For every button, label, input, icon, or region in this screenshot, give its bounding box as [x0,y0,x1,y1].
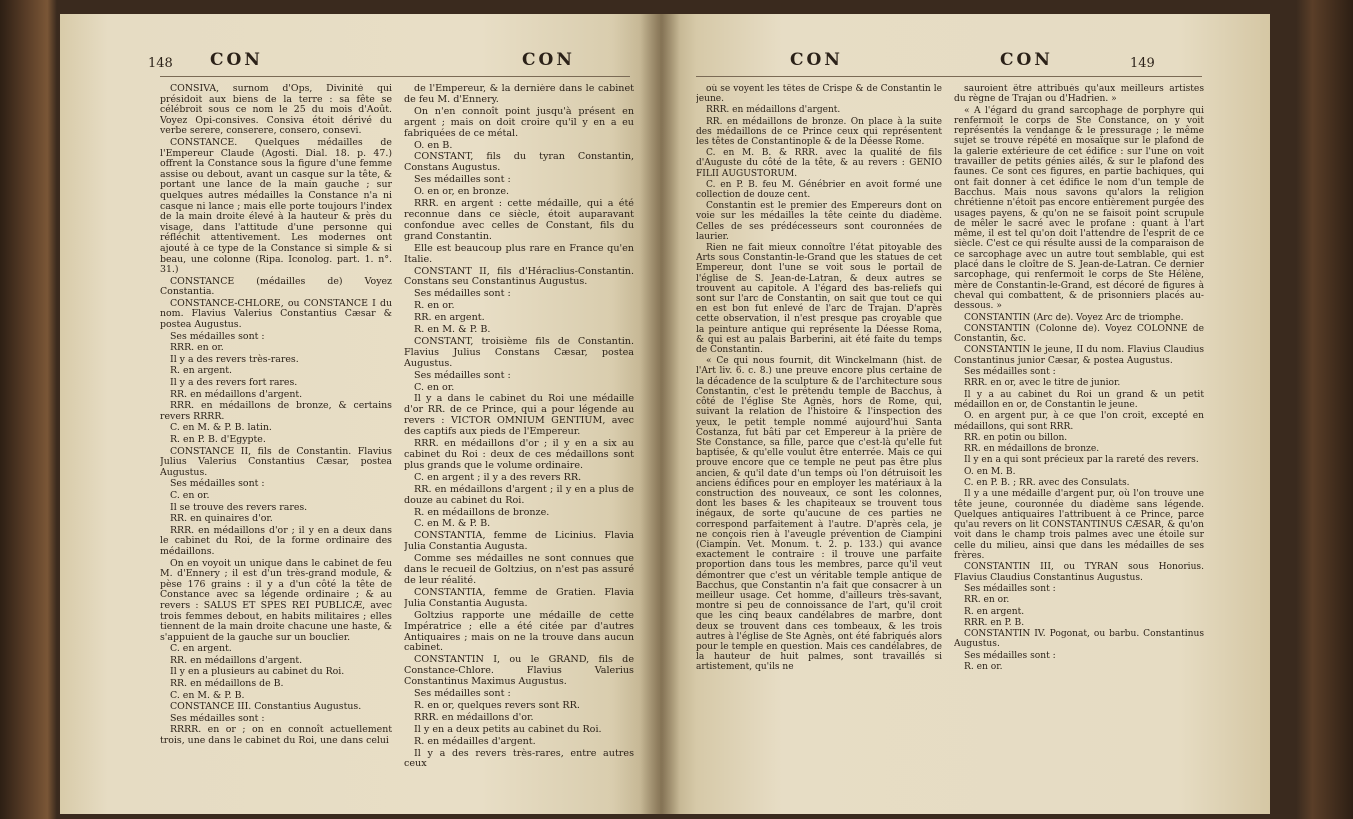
paragraph: R. en médaillons de bronze. [414,506,550,518]
paragraph: R. en or. [414,300,455,312]
paragraph: « A l'égard du grand sarcophage de porphyre qui renfermoit le corps de Ste Constance, on y voit représentés la vendange & le pressurage ; le même sujet se trouve répété en mosaïque sur le plafond de la galerie extérieure de cet édifice : sur l'une on voit travailler de petits génies ailés, & sur le plafond des faunes. Ce sont ces figures, en partie bachiques, qui ont fait donner à cet édifice le nom d'un temple de Bacchus. Mais nous savons qu'alors la religion chrétienne n'étoit pas encore entièrement purgée des usages payens, & qu'on ne se faisoit point scrupule de mêler le sacré avec le profane : quant à l'art même, il est tel qu'on doit l'attendre de l'esprit de ce siècle. C'est ce qui résulte aussi de la comparaison de ce sarcophage avec un autre tout semblable, qui est placé dans le cloître de S. Jean-de-Latran. Ce dernier sarcophage, qui renfermoit le corps de Ste Hélène, mère de Constantin-le-Grand, est décoré de figures à cheval qui combattent, & de prisonniers placés au-dessous. » [954,105,1204,312]
paragraph: CONSTANCE II, fils de Constantin. Flavius Julius Valerius Constantius Cæsar, postea Augustus. [160,445,392,478]
paragraph: CONSIVA, surnom d'Ops, Divinité qui présidoit aux biens de la terre : sa fête se célébroit sous ce nom le 25 du mois d'Août. Voyez Opi-consives. Consiva étoit dérivé du verbe serere, conserere, consero, consevi. [160,84,392,137]
paragraph: Il se trouve des revers rares. [170,501,308,513]
paragraph: Elle est beaucoup plus rare en France qu'en Italie. [404,242,634,265]
left-page-number: 148 [148,56,173,71]
paragraph: RRR. en or. [170,342,224,354]
paragraph: RR. en argent. [414,312,485,324]
paragraph: Il y a dans le cabinet du Roi une médaille d'or RR. de ce Prince, qui a pour légende au revers : VICTOR OMNIUM GENTIUM, avec des captifs aux pieds de l'Empereur. [404,393,634,438]
paragraph: Ses médailles sont : [170,478,265,490]
paragraph: Il y en a qui sont précieux par la rareté des revers. [964,455,1199,466]
paragraph: CONSTANCE-CHLORE, ou CONSTANCE I du nom. Flavius Valerius Constantius Cæsar & postea Augustus. [160,297,392,331]
paragraph: de l'Empereur, & la dernière dans le cabinet de feu M. d'Ennery. [404,84,634,105]
paragraph: CONSTANCE. Quelques médailles de l'Empereur Claude (Agosti. Dial. 18. p. 47.) offrent la Constance sous la figure d'une femme assise ou debout, avant un casque sur la tête, & portant une lance de la main gauche ; sur quelques autres médailles la Constance n'a ni casque ni lance ; mais elle porte toujours l'index de la main droite élevé à la hauteur & près du visage, dans l'attitude d'une personne qui réfléchit attentivement. Les modernes ont ajouté à ce type de la Constance si simple & si beau, une colonne (Ripa. Iconolog. part. 1. n°. 31.) [160,136,392,276]
paragraph: RRR. en P. B. [964,617,1025,628]
paragraph: C. en or. [414,381,455,393]
paragraph: Ses médailles sont : [964,367,1056,378]
paragraph: RRR. en médaillons d'argent. [706,105,841,116]
left-column-1 [160,84,392,810]
paragraph: RR. en quinaires d'or. [170,513,273,525]
paragraph: CONSTANT II, fils d'Héraclius-Constantin. Constans seu Constantinus Augustus. [404,265,634,288]
paragraph: RRR. en médaillons d'or ; il y en a deux dans le cabinet du Roi, de la forme ordinaire des médaillons. [160,524,392,557]
paragraph: R. en P. B. d'Egypte. [170,434,266,445]
paragraph: C. en M. & P. B. [170,689,245,701]
paragraph: Ses médailles sont : [170,712,265,724]
paragraph: Ses médailles sont : [964,650,1056,661]
paragraph: RRR. en argent : cette médaille, qui a été reconnue dans ce siècle, étoit auparavant confondue avec celles de Constant, fils du grand Constantin. [404,198,634,242]
paragraph: RRRR. en or ; on en connoît actuellement trois, une dans le cabinet du Roi, une dans celui [160,724,392,747]
paragraph: Il y a des revers très-rares, entre autres ceux [404,747,634,770]
paragraph: CONSTANTIA, femme de Gratien. Flavia Julia Constantia Augusta. [404,586,634,609]
paragraph: Il y a des revers fort rares. [170,377,298,389]
paragraph: C. en or. [170,489,210,501]
paragraph: R. en argent. [170,365,232,377]
paragraph: C. en M. & P. B. [414,518,491,530]
paragraph: RRR. en or, avec le titre de junior. [964,378,1121,389]
paragraph: Rien ne fait mieux connoître l'état pitoyable des Arts sous Constantin-le-Grand que les statues de cet Empereur, dont l'une se voit sous le portail de l'église de S. Jean-de-Latran, & deux autres se trouvent au capitole. A l'égard des bas-reliefs qui sont sur l'arc de Constantin, on sait que tout ce qui en est bon fut enlevé de l'arc de Trajan. D'après cette observation, il n'est presque pas croyable que la peinture antique qui représente la Déesse Roma, & qui est au palais Barberini, ait été faite du temps de Constantin. [696,243,942,356]
paragraph: RRR. en médaillons d'or ; il y en a six au cabinet du Roi : deux de ces médaillons sont plus grands que le volume ordinaire. [404,438,634,471]
paragraph: O. en or, en bronze. [414,186,510,198]
paragraph: R. en or. [964,662,1003,673]
paragraph: Il y a une médaille d'argent pur, où l'on trouve une tête jeune, couronnée du diadème sans légende. Quelques antiquaires l'attribuent à ce Prince, parce qu'au revers on lit CONSTANTINUS CÆSAR, & qu'on voit dans le champ trois palmes avec une étoile sur celle du milieu, ainsi que dans les médailles de ses frères. [954,489,1204,562]
paragraph: Ses médailles sont : [414,288,511,300]
paragraph: Il y en a plusieurs au cabinet du Roi. [170,666,345,678]
paragraph: CONSTANT, troisième fils de Constantin. Flavius Julius Constans Cæsar, postea Augustus. [404,335,634,369]
paragraph: Ses médailles sont : [414,174,511,186]
paragraph: Ses médailles sont : [414,688,511,700]
right-page-number: 149 [1130,56,1155,71]
paragraph: RR. en or. [964,595,1010,606]
paragraph: CONSTANTIN I, ou le GRAND, fils de Constance-Chlore. Flavius Valerius Constantinus Maximus Augustus. [404,654,634,688]
paragraph: R. en médailles d'argent. [414,735,536,747]
left-page [60,14,660,814]
right-page-header: CON [1000,50,1053,70]
paragraph: R. en or, quelques revers sont RR. [414,699,580,711]
paragraph: RRR. en médaillons de bronze, & certains revers RRRR. [160,400,392,422]
right-column-1 [696,84,942,810]
paragraph: O. en M. B. [964,466,1016,477]
paragraph: CONSTANTIA, femme de Licinius. Flavia Julia Constantia Augusta. [404,530,634,553]
paragraph: C. en M. B. & RRR. avec la qualité de fils d'Auguste du côté de la tête, & au revers : GENIO FILII AUGUSTORUM. [696,148,942,179]
paragraph: CONSTANTIN IV. Pogonat, ou barbu. Constantinus Augustus. [954,629,1204,650]
paragraph: RR. en médaillons d'argent. [170,388,303,400]
paragraph: Il y en a deux petits au cabinet du Roi. [414,723,602,735]
paragraph: C. en argent ; il y a des revers RR. [414,471,582,483]
paragraph: Il y a au cabinet du Roi un grand & un petit médaillon en or, de Constantin le jeune. [954,389,1204,410]
paragraph: Comme ses médailles ne sont connues que dans le recueil de Goltzius, on n'est pas assuré de leur réalité. [404,553,634,586]
paragraph: C. en P. B. feu M. Génébrier en avoit formé une collection de douze cent. [696,179,942,201]
paragraph: On n'en connoît point jusqu'à présent en argent ; mais on doit croire qu'il y en a eu fabriquées de ce métal. [404,105,634,139]
paragraph: On en voyoit un unique dans le cabinet de feu M. d'Ennery ; il est d'un très-grand module, & pèse 176 grains : il y a d'un côté la tête de Constance avec sa légende ordinaire ; & au revers : SALUS ET SPES REI PUBLICÆ, avec trois femmes debout, en habits militaires ; elles tiennent de la main droite chacune une haste, & s'appuient de la gauche sur un bouclier. [160,557,392,643]
left-page-header: CON [210,50,263,70]
paragraph: Ses médailles sont : [414,369,511,381]
right-header-rule [696,76,1202,77]
paragraph: C. en P. B. ; RR. avec des Consulats. [964,477,1130,488]
left-header-rule [160,76,630,77]
paragraph: CONSTANT, fils du tyran Constantin, Constans Augustus. [404,151,634,174]
right-page-header-left: CON [790,50,843,70]
paragraph: CONSTANTIN (Colonne de). Voyez COLONNE de Constantin, &c. [954,323,1204,345]
paragraph: RR. en potin ou billon. [964,432,1068,443]
left-column-2 [404,84,634,810]
paragraph: CONSTANTIN le jeune, II du nom. Flavius Claudius Constantinus junior Cæsar, & postea Augustus. [954,345,1204,366]
paragraph: RR. en médaillons de B. [170,678,284,690]
right-page [660,14,1270,814]
paragraph: CONSTANCE III. Constantius Augustus. [170,701,362,713]
paragraph: Goltzius rapporte une médaille de cette Impératrice ; elle a été citée par d'autres Antiquaires ; mais on ne la trouve dans aucun cabinet. [404,609,634,654]
paragraph: Ses médailles sont : [964,583,1056,594]
paragraph: RRR. en médaillons d'or. [414,711,534,723]
right-column-2 [954,84,1204,810]
paragraph: où se voyent les têtes de Crispe & de Constantin le jeune. [696,84,942,105]
left-page-header-right: CON [522,50,575,70]
paragraph: CONSTANTIN (Arc de). Voyez Arc de triomphe. [964,312,1184,323]
paragraph: Ses médailles sont : [170,330,265,342]
paragraph: RR. en médaillons de bronze. On place à la suite des médaillons de ce Prince ceux qui représentent les têtes de Constantinople & de la Déesse Rome. [696,116,942,148]
paragraph: CONSTANCE (médailles de) Voyez Constantia. [160,275,392,298]
paragraph: « Ce qui nous fournit, dit Winckelmann (hist. de l'Art liv. 6. c. 8.) une preuve encore plus certaine de la décadence de la sculpture & de l'architecture sous Constantin, c'est le prétendu temple de Bacchus, à côté de l'église Ste Agnès, hors de Rome, qui, suivant la relation de l'histoire & l'inspection des yeux, le petit temple nommé aujourd'hui Santa Costanza, fut bâti par cet Empereur à la prière de Ste Constance, sa fille, parce que c'est-là qu'elle fut baptisée, & qu'elle voulut être enterrée. Mais ce qui prouve encore que ce temple ne peut pas être plus ancien, & qu'il date d'un temps où l'on détruisoit les anciens édifices pour en employer les matériaux à la construction des nouveaux, ce sont les colonnes, dont les bases & les chapiteaux se trouvent tous inégaux, de sorte qu'aucune de ces parties ne correspond parfaitement à l'autre. D'après cela, je ne conçois rien à l'aveugle prévention de Ciampini (Ciampin. Vet. Monum. t. 2. p. 133.) qui avance exactement le contraire : il trouve une parfaite proportion dans tous les membres, parce qu'il veut démontrer que c'est un véritable temple antique de Bacchus, que Constantin n'a fait que consacrer à un meilleur usage. Cet homme, d'ailleurs très-savant, montre si peu de connoissance de l'art, qu'il croit que les cinq beaux candélabres de marbre, dont deux se trouvent dans ces tombeaux, & les trois autres à l'église de Ste Agnès, ont été fabriqués alors pour le temple en question. Mais ces candélabres, de la hauteur de huit palmes, sont travaillés si artistement, qu'ils ne [696,356,942,673]
paragraph: RR. en médaillons de bronze. [964,444,1100,455]
paragraph: Constantin est le premier des Empereurs dont on voie sur les médailles la tête ceinte du diadème. Celles de ses prédécesseurs sont couronnées de laurier. [696,201,942,242]
paragraph: O. en argent pur, à ce que l'on croit, excepté en médaillons, qui sont RRR. [954,411,1204,432]
paragraph: C. en M. & P. B. latin. [170,422,272,434]
paragraph: RR. en médaillons d'argent ; il y en a plus de douze au cabinet du Roi. [404,483,634,506]
paragraph: CONSTANTIN III, ou TYRAN sous Honorius. Flavius Claudius Constantinus Augustus. [954,562,1204,583]
paragraph: RR. en médaillons d'argent. [170,654,303,666]
paragraph: Il y a des revers très-rares. [170,353,299,365]
paragraph: O. en B. [414,139,453,151]
paragraph: R. en argent. [964,606,1025,617]
paragraph: sauroient être attribués qu'aux meilleurs artistes du règne de Trajan ou d'Hadrien. » [954,84,1204,105]
paragraph: R. en M. & P. B. [414,324,491,336]
paragraph: C. en argent. [170,643,232,655]
